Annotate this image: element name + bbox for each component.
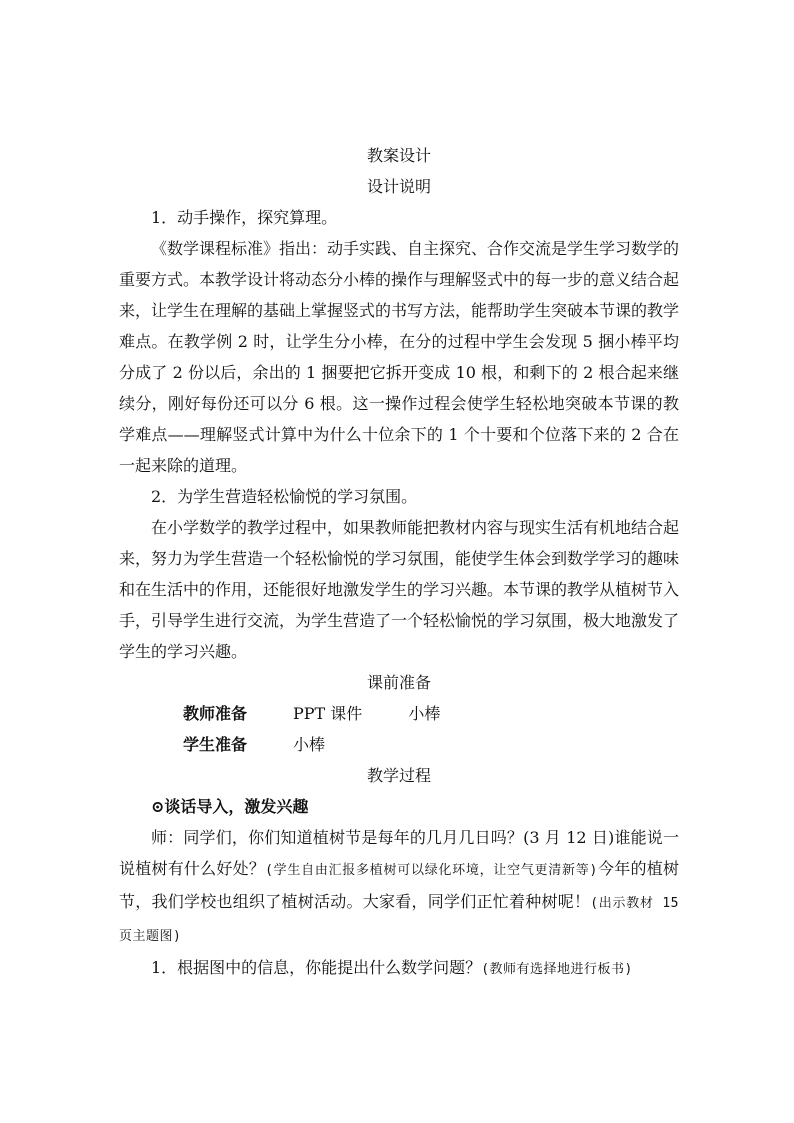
teacher-dialogue xyxy=(119,822,679,952)
student-prep-label: 学生准备 xyxy=(183,735,248,754)
teacher-prep-item-ppt: PPT 课件 xyxy=(293,704,363,723)
document-page xyxy=(119,140,679,985)
teacher-prep-line xyxy=(119,698,679,729)
point1-heading: 1．动手操作，探究算理。 xyxy=(151,208,338,227)
question-1-text: 1．根据图中的信息，你能提出什么数学问题？ xyxy=(151,958,482,977)
prep-heading: 课前准备 xyxy=(366,673,431,692)
question-1-note: (教师有选择地进行板书) xyxy=(481,962,633,977)
teacher-prep-item-sticks: 小棒 xyxy=(408,704,441,723)
point1-text: 《数学课程标准》指出：动手实践、自主探究、合作交流是学生学习数学的重要方式。本教学设计将动态分小棒的操作与理解竖式中的每一步的意义结合起来，让学生在理解的基础上掌握竖式的书写方法，能帮助学生突破本节课的教学难点。在教学例 2 时，让学生分小棒，在分的过程中学生会发现 5 捆小棒平均分成了 2 份以后，余出的 1 捆要把它拆开变成 10 根，和剩下的 2 根合起来继续分，刚好每份还可以分 6 根。这一操作过程会使学生轻松地突破本节课的教学难点——理解竖式计算中为什么十位余下的 1 个十要和个位落下来的 2 合在一起来除的道理。 xyxy=(119,239,680,475)
dialogue-part-a: 师：同学们，你们知道植树节是每年的几月几日吗？(3 月 12 日)谁能说一说植树有什么好处？ xyxy=(119,828,679,878)
point2-text: 在小学数学的教学过程中，如果教师能把教材内容与现实生活有机地结合起来，努力为学生营造一个轻松愉悦的学习氛围，能使学生体会到数学学习的趣味和在生活中的作用，还能很好地激发学生的学习兴趣。本节课的教学从植树节入手，引导学生进行交流，为学生营造了一个轻松愉悦的学习氛围，极大地激发了学生的学习兴趣。 xyxy=(119,518,680,661)
question-1 xyxy=(119,952,679,985)
step-heading: ⊙谈话导入，激发兴趣 xyxy=(151,797,309,816)
dialogue-note-1: (学生自由汇报多植树可以绿化环境，让空气更清新等) xyxy=(265,863,598,878)
teacher-prep-label: 教师准备 xyxy=(183,704,248,723)
document-title: 教案设计 xyxy=(366,146,431,165)
design-note-heading: 设计说明 xyxy=(366,177,431,196)
dialogue-note-2: (出示教材 15 页主题图) xyxy=(119,896,679,944)
student-prep-item-sticks: 小棒 xyxy=(293,735,326,754)
dialogue-part-b: 今年的植树节，我们学校也组织了植树活动。大家看，同学们正忙着种树呢！ xyxy=(119,859,679,911)
student-prep-line xyxy=(119,729,679,760)
point2-heading: 2．为学生营造轻松愉悦的学习氛围。 xyxy=(151,487,418,506)
process-heading: 教学过程 xyxy=(366,766,431,785)
